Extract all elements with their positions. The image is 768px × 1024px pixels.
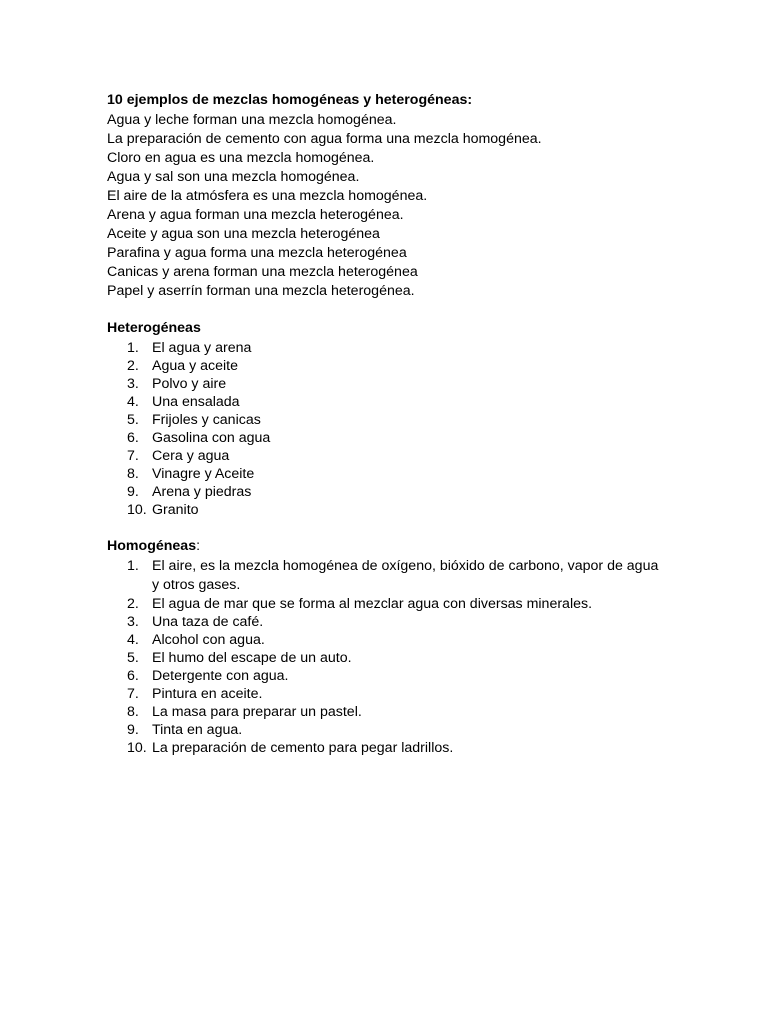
list-text: Arena y piedras [152, 484, 252, 500]
intro-line: Parafina y agua forma una mezcla heterogénea [107, 245, 407, 261]
list-number: 4. [127, 394, 139, 410]
list-number: 2. [127, 596, 139, 612]
list-number: 8. [127, 704, 139, 720]
list-text: Tinta en agua. [152, 722, 243, 738]
list-item [107, 721, 687, 739]
list-text: Agua y aceite [152, 358, 238, 374]
intro-line: Aceite y agua son una mezcla heterogénea [107, 226, 380, 242]
list-number: 3. [127, 376, 139, 392]
intro-title: 10 ejemplos de mezclas homogéneas y heterogéneas: [107, 92, 473, 108]
list-number: 9. [127, 722, 139, 738]
list-item [107, 557, 687, 595]
list-number: 6. [127, 430, 139, 446]
intro-line: La preparación de cemento con agua forma una mezcla homogénea. [107, 131, 542, 147]
intro-line: Papel y aserrín forman una mezcla heterogénea. [107, 283, 415, 299]
document-page [107, 91, 687, 757]
list-number: 4. [127, 632, 139, 648]
list-text: Detergente con agua. [152, 668, 289, 684]
list-item [107, 685, 687, 703]
list-text: El aire, es la mezcla homogénea de oxígeno, bióxido de carbono, vapor de agua y otros gases. [152, 558, 659, 593]
intro-line: Agua y sal son una mezcla homogénea. [107, 169, 360, 185]
intro-line: Cloro en agua es una mezcla homogénea. [107, 150, 375, 166]
list-item [107, 613, 687, 631]
list-number: 7. [127, 448, 139, 464]
list-number: 6. [127, 668, 139, 684]
list-text: El agua de mar que se forma al mezclar agua con diversas minerales. [152, 596, 593, 612]
list-item [107, 595, 687, 613]
list-text: El agua y arena [152, 340, 252, 356]
section-gap [107, 519, 687, 537]
list-item [107, 429, 687, 447]
list-number: 5. [127, 650, 139, 666]
list-text: Una ensalada [152, 394, 240, 410]
list-item [107, 339, 687, 357]
intro-line: El aire de la atmósfera es una mezcla homogénea. [107, 188, 428, 204]
list-number: 2. [127, 358, 139, 374]
heterogeneas-title: Heterogéneas [107, 320, 201, 336]
section-gap [107, 301, 687, 319]
list-number: 5. [127, 412, 139, 428]
list-item [107, 703, 687, 721]
homogeneas-title-suffix: : [196, 538, 201, 554]
list-number: 10. [127, 740, 147, 756]
list-text: La masa para preparar un pastel. [152, 704, 362, 720]
intro-line: Canicas y arena forman una mezcla heterogénea [107, 264, 418, 280]
list-item [107, 393, 687, 411]
list-item [107, 357, 687, 375]
homogeneas-title: Homogéneas [107, 538, 197, 554]
list-text: Una taza de café. [152, 614, 264, 630]
heterogeneas-list [107, 339, 687, 519]
list-item [107, 739, 687, 757]
list-text: Cera y agua [152, 448, 230, 464]
list-text: Frijoles y canicas [152, 412, 261, 428]
list-number: 8. [127, 466, 139, 482]
list-number: 1. [127, 340, 139, 356]
list-text: Granito [152, 502, 199, 518]
list-item [107, 483, 687, 501]
list-item [107, 631, 687, 649]
homogeneas-list [107, 557, 687, 757]
list-text: Gasolina con agua [152, 430, 271, 446]
intro-line: Agua y leche forman una mezcla homogénea. [107, 112, 397, 128]
list-item [107, 465, 687, 483]
list-item [107, 501, 687, 519]
list-number: 1. [127, 558, 139, 574]
list-text: Polvo y aire [152, 376, 227, 392]
list-item [107, 649, 687, 667]
list-text: El humo del escape de un auto. [152, 650, 352, 666]
list-number: 9. [127, 484, 139, 500]
list-text: Vinagre y Aceite [152, 466, 255, 482]
list-text: Pintura en aceite. [152, 686, 263, 702]
list-text: Alcohol con agua. [152, 632, 265, 648]
homogeneas-heading [107, 537, 687, 556]
list-number: 3. [127, 614, 139, 630]
list-number: 10. [127, 502, 147, 518]
list-number: 7. [127, 686, 139, 702]
intro-line: Arena y agua forman una mezcla heterogénea. [107, 207, 404, 223]
intro-lines [107, 111, 687, 301]
list-item [107, 447, 687, 465]
list-item [107, 667, 687, 685]
list-item [107, 375, 687, 393]
list-item [107, 411, 687, 429]
list-text: La preparación de cemento para pegar ladrillos. [152, 740, 454, 756]
